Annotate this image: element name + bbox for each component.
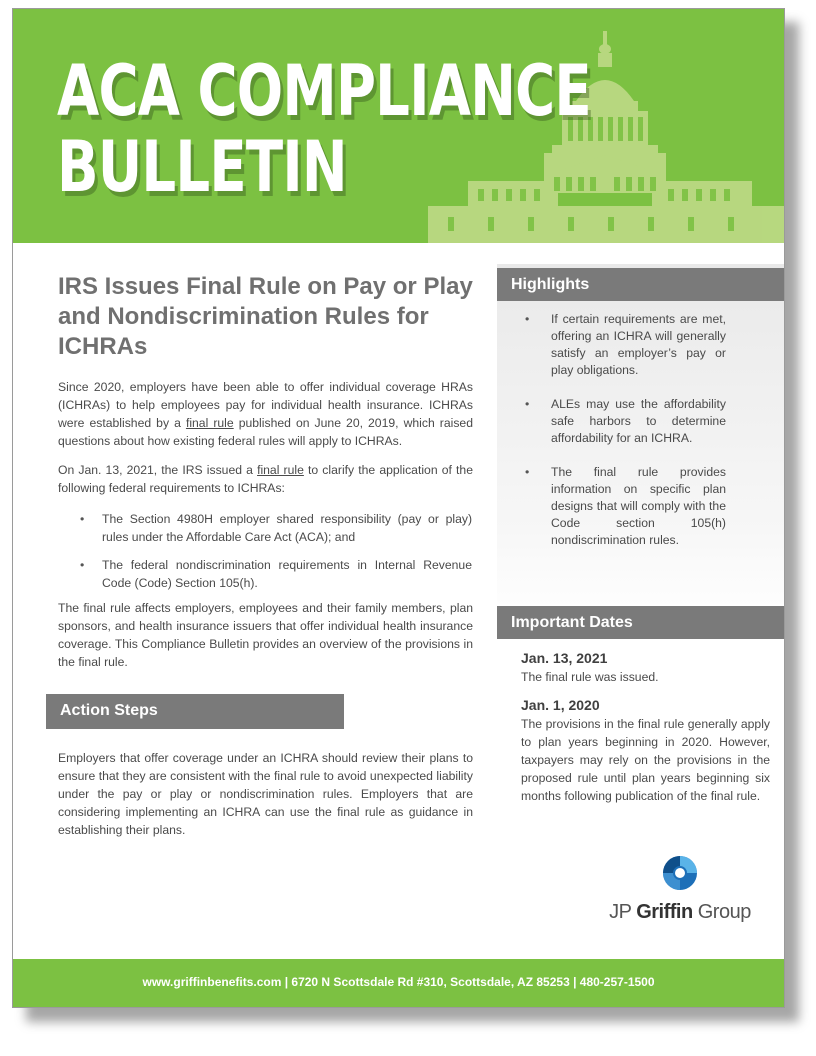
list-item: • If certain requirements are met, offering an ICHRA will generally satisfy an employer’s pay or play obligations.: [523, 311, 726, 379]
date-description: The final rule was issued.: [521, 670, 659, 684]
footer: [13, 959, 784, 1007]
action-steps-text: Employers that offer coverage under an ICHRA should review their plans to ensure that they are consistent with the final rule to avoid unexpected liability under the pay or play or nondiscrimination rules. Employers that are considering implementing an ICHRA can use the final rule as guidance in establishing their plans.: [58, 751, 473, 837]
highlights-heading: Highlights: [511, 276, 590, 293]
article-paragraph-2: [58, 461, 473, 497]
jp-griffin-logo: [595, 851, 765, 931]
p2-text-end: to clarify the application of the following federal requirements to ICHRAs:: [58, 463, 473, 495]
list-item: • The final rule provides information on specific plan designs that will comply with the Code section 105(h) nondiscrimination rules.: [523, 464, 726, 549]
bulletin-title: [57, 50, 591, 208]
article-paragraph-1: [58, 378, 473, 450]
date-description: The provisions in the final rule generally apply to plan years beginning in 2020. However, taxpayers may rely on the provisions in the proposed rule until plan years beginning six months following publication of the final rule.: [521, 717, 770, 803]
logo-wordmark: JP Griffin Group: [609, 901, 751, 923]
action-steps-header: [46, 694, 344, 729]
p1-text-end: published on June 20, 2019, which raised questions about how existing federal rules will apply to ICHRAs.: [58, 416, 473, 448]
bulletin-page: [12, 8, 785, 1008]
list-item: • The Section 4980H employer shared responsibility (pay or play) rules under the Affordable Care Act (ACA); and: [80, 510, 472, 546]
footer-contact-text: www.griffinbenefits.com | 6720 N Scottsdale Rd #310, Scottsdale, AZ 85253 | 480-257-1500: [142, 975, 655, 989]
requirements-list: [80, 510, 472, 602]
title-line-2: BULLETIN: [57, 126, 347, 208]
action-steps-heading: Action Steps: [60, 702, 158, 719]
important-dates-heading: Important Dates: [511, 614, 633, 631]
date-label: Jan. 13, 2021: [521, 650, 608, 666]
swirl-logo-icon: [660, 853, 700, 893]
important-dates-header: [497, 606, 784, 639]
title-line-1: ACA COMPLIANCE: [57, 50, 591, 132]
p1-text: Since 2020, employers have been able to offer individual coverage HRAs (ICHRAs) to help employees pay for individual health insurance. ICHRAs were established by a: [58, 380, 473, 430]
article-headline: IRS Issues Final Rule on Pay or Play and Nondiscrimination Rules for ICHRAs: [58, 273, 473, 360]
list-item: • ALEs may use the affordability safe harbors to determine affordability for an ICHRA.: [523, 396, 726, 447]
banner: [13, 9, 784, 243]
p2-text: On Jan. 13, 2021, the IRS issued a: [58, 463, 258, 477]
date-label: Jan. 1, 2020: [521, 697, 600, 713]
highlights-header: [497, 268, 784, 301]
article-paragraph-3: The final rule affects employers, employees and their family members, plan sponsors, and health insurance issuers that offer individual health insurance coverage. This Compliance Bulletin provides an overview of the provisions in the final rule.: [58, 601, 473, 669]
final-rule-link-2[interactable]: final rule: [257, 463, 304, 477]
list-item: • The federal nondiscrimination requirements in Internal Revenue Code (Code) Section 105(h).: [80, 556, 472, 592]
final-rule-link[interactable]: final rule: [185, 416, 234, 430]
highlights-list: [523, 311, 726, 566]
